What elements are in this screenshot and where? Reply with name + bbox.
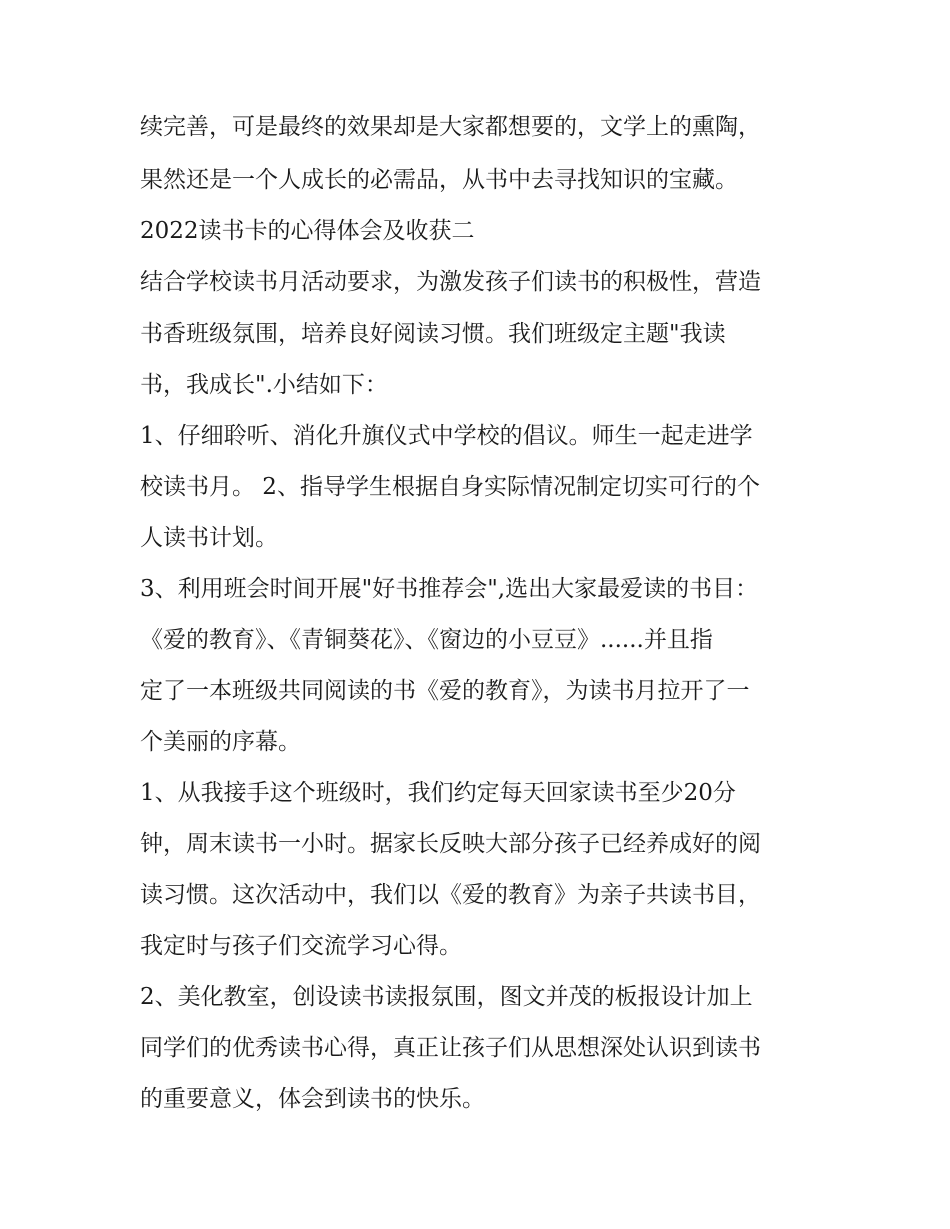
text-line: 1、从我接手这个班级时，我们约定每天回家读书至少20分 (140, 780, 736, 806)
text-line: 书，我成长".小结如下： (140, 372, 388, 398)
text-line: 校读书月。 2、指导学生根据自身实际情况制定切实可行的个 (140, 474, 760, 500)
text-line: 个美丽的序幕。 (140, 729, 301, 755)
text-line: 2、美化教室，创设读书读报氛围，图文并茂的板报设计加上 (140, 984, 753, 1010)
section-heading: 2022读书卡的心得体会及收获二 (140, 218, 475, 244)
text-line: 《爱的教育》、《青铜葵花》、《窗边的小豆豆》......并且指 (140, 627, 713, 653)
text-line: 钟，周末读书一小时。据家长反映大部分孩子已经养成好的阅 (140, 831, 761, 857)
text-line: 同学们的优秀读书心得，真正让孩子们从思想深处认识到读书 (140, 1035, 761, 1061)
text-line: 读习惯。这次活动中，我们以《爱的教育》为亲子共读书目， (140, 882, 761, 908)
text-line: 我定时与孩子们交流学习心得。 (140, 933, 462, 959)
text-line: 结合学校读书月活动要求，为激发孩子们读书的积极性，营造 (140, 269, 761, 295)
text-line: 书香班级氛围，培养良好阅读习惯。我们班级定主题"我读 (140, 321, 726, 347)
text-line: 续完善，可是最终的效果却是大家都想要的，文学上的熏陶， (140, 114, 761, 140)
text-line: 定了一本班级共同阅读的书《爱的教育》，为读书月拉开了一 (140, 678, 750, 704)
text-line: 人读书计划。 (140, 525, 278, 551)
text-line: 果然还是一个人成长的必需品，从书中去寻找知识的宝藏。 (140, 167, 738, 193)
text-line: 的重要意义，体会到读书的快乐。 (140, 1086, 485, 1112)
text-line: 3、利用班会时间开展"好书推荐会",选出大家最爱读的书目： (140, 576, 759, 602)
text-line: 1、仔细聆听、消化升旗仪式中学校的倡议。师生一起走进学 (140, 423, 753, 449)
